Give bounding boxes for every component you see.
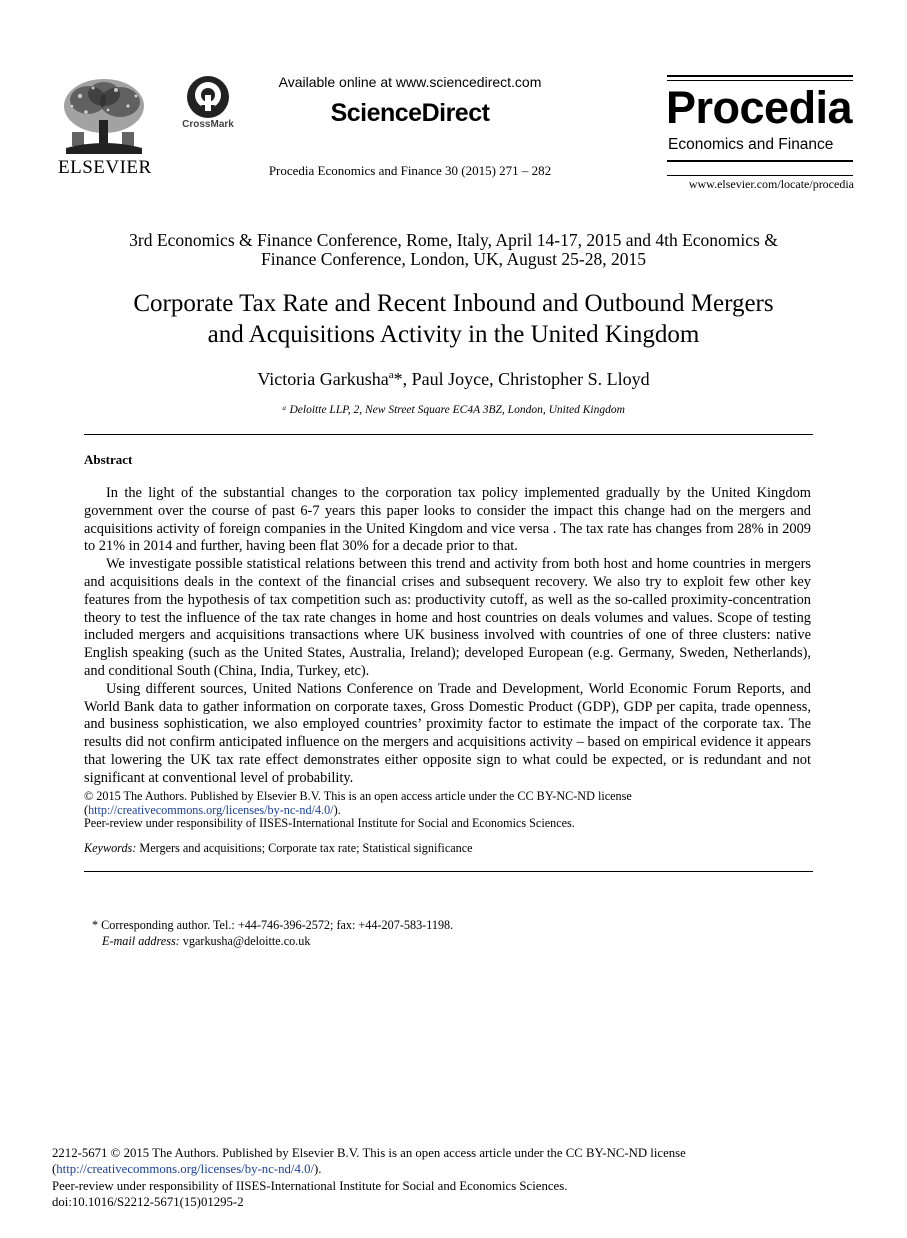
email-address[interactable]: vgarkusha@deloitte.co.uk — [179, 934, 311, 948]
procedia-rule-top — [667, 75, 853, 81]
elsevier-wordmark: ELSEVIER — [58, 157, 152, 178]
conference-line: Finance Conference, London, UK, August 25-28, 2015 — [261, 249, 646, 269]
issn-license-line: 2212-5671 © 2015 The Authors. Published by Elsevier B.V. This is an open access article under the CC BY-NC-ND license — [52, 1146, 686, 1160]
corresponding-author-footnote — [92, 917, 812, 949]
affiliation: ᵃ Deloitte LLP, 2, New Street Square EC4A 3BZ, London, United Kingdom — [282, 404, 625, 416]
crossmark-label: CrossMark — [182, 119, 234, 130]
journal-citation: Procedia Economics and Finance 30 (2015) 271 – 282 — [268, 163, 552, 178]
abstract-body — [84, 485, 811, 788]
divider — [84, 434, 813, 435]
journal-url-link[interactable]: www.elsevier.com/locate/procedia — [688, 177, 854, 191]
doi[interactable]: doi:10.1016/S2212-5671(15)01295-2 — [52, 1195, 244, 1210]
abstract-paragraph: Using different sources, United Nations Conference on Trade and Development, World Economic Forum Reports, and World Bank data to gather information on corporate taxes, Gross Domestic Product (GDP), GDP per capita, trade openness, and business sophistication, we also employed countries’ proximity factor to estimate the impact of the corporate tax. The results did not confirm anticipated influence on the mergers and acquisitions activity – based on empirical evidence it appears that lowering the UK tax rate effect demonstrates either opposite sign to what could be expected, or is redundant and not significant at conventional level of probability. — [84, 680, 811, 786]
license-link-line: (http://creativecommons.org/licenses/by-nc-nd/4.0/). — [52, 1162, 322, 1177]
procedia-subtitle: Economics and Finance — [668, 136, 834, 153]
abstract-paragraph: In the light of the substantial changes to the corporation tax policy implemented gradually by the United Kingdom government over the course of past 6-7 years this paper looks to consider the impact this change had on the mergers and acquisitions activity of foreign companies in the United Kingdom and vice versa . The tax rate has changes from 28% in 2009 to 21% in 2014 and further, having been flat 30% for a decade prior to that. — [84, 485, 811, 555]
affiliation-mark: a — [388, 369, 394, 381]
paper-title — [60, 288, 847, 350]
available-online-text: Available online at www.sciencedirect.com — [278, 74, 542, 90]
peer-review-line: Peer-review under responsibility of IISES-International Institute for Social and Economics Sciences. — [84, 816, 575, 830]
email-label: E-mail address: — [102, 934, 180, 948]
license-line: © 2015 The Authors. Published by Elsevier B.V. This is an open access article under the CC BY-NC-ND license — [84, 789, 632, 803]
abstract-paragraph: We investigate possible statistical relations between this trend and activity from both host and home countries in mergers and acquisitions deals in the context of the financial crises and subsequent recovery. We also try to exploit few other key features from the hypothesis of tax competition such as: productivity cutoff, as well as the so-called proximity-concentration theory to test the influence of the tax rate changes in home and host countries on deals volumes and values. Scope of testing included mergers and acquisitions transactions where UK business involved with countries of one of three clusters: native English speaking (such as the United States, Australia, Ireland); developed European (e.g. Germany, Sweden, Netherlands), and conditional South (China, India, Turkey, etc). — [84, 556, 811, 679]
author-names-rest: *, Paul Joyce, Christopher S. Lloyd — [393, 369, 650, 389]
conference-info — [80, 231, 827, 269]
license-link[interactable]: http://creativecommons.org/licenses/by-nc-nd/4.0/ — [88, 802, 334, 817]
keywords-text: Mergers and acquisitions; Corporate tax rate; Statistical significance — [136, 841, 473, 855]
procedia-wordmark: Procedia — [666, 82, 853, 133]
conference-line: 3rd Economics & Finance Conference, Rome, Italy, April 14-17, 2015 and 4th Economics & — [129, 230, 778, 250]
license-link-line: (http://creativecommons.org/licenses/by-nc-nd/4.0/). — [84, 802, 341, 817]
license-block — [84, 790, 811, 831]
email-line — [92, 933, 812, 949]
author-name: Victoria Garkusha — [257, 369, 389, 389]
corresponding-author-line: * Corresponding author. Tel.: +44-746-396-2572; fax: +44-207-583-1198. — [92, 918, 454, 932]
elsevier-tree-logo — [58, 76, 150, 156]
keywords-label: Keywords: — [84, 841, 137, 855]
title-line: Corporate Tax Rate and Recent Inbound and Outbound Mergers — [133, 290, 774, 317]
license-link[interactable]: http://creativecommons.org/licenses/by-nc-nd/4.0/ — [56, 1162, 315, 1177]
title-line: and Acquisitions Activity in the United Kingdom — [207, 321, 700, 348]
divider — [84, 871, 813, 872]
author-list — [80, 369, 827, 390]
sciencedirect-wordmark: ScienceDirect — [330, 99, 490, 127]
crossmark-icon[interactable] — [186, 75, 230, 119]
bottom-license-block — [52, 1145, 852, 1211]
peer-review-line: Peer-review under responsibility of IISES-International Institute for Social and Economics Sciences. — [52, 1178, 568, 1193]
procedia-rule-bottom — [667, 160, 853, 176]
abstract-heading: Abstract — [84, 452, 133, 467]
keywords — [84, 841, 811, 856]
